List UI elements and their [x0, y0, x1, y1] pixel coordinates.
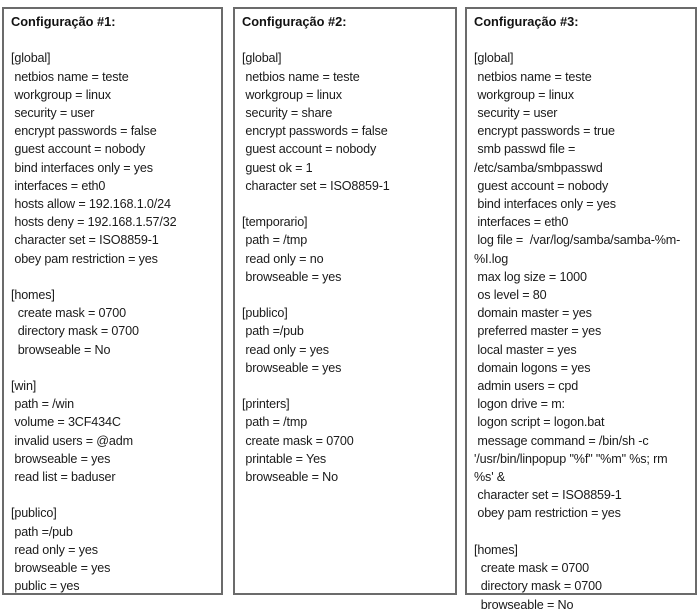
config-line: message command = /bin/sh -c	[474, 433, 649, 448]
config-line: workgroup = linux	[474, 87, 574, 102]
config-line	[474, 31, 693, 49]
config-line: netbios name = teste	[11, 69, 129, 84]
config-line: logon script = logon.bat	[474, 415, 605, 430]
config-line: encrypt passwords = false	[242, 124, 388, 139]
config-line	[242, 377, 453, 395]
config-line: domain master = yes	[474, 306, 592, 321]
config-line: character set = ISO8859-1	[11, 233, 159, 248]
config-line: browseable = yes	[242, 269, 342, 284]
config-line: create mask = 0700	[474, 561, 589, 576]
config-line: local master = yes	[474, 342, 577, 357]
config-line: path = /tmp	[242, 233, 308, 248]
config-line: browseable = No	[11, 342, 111, 357]
config-line: browseable = yes	[242, 360, 342, 375]
config-line: guest ok = 1	[242, 160, 313, 175]
config-line: create mask = 0700	[242, 433, 354, 448]
config-line: path = /win	[11, 397, 74, 412]
config-line: obey pam restriction = yes	[474, 506, 621, 521]
config-line: security = share	[242, 106, 333, 121]
config-line: workgroup = linux	[11, 87, 111, 102]
config-line: obey pam restriction = yes	[11, 251, 158, 266]
config-line: browseable = yes	[11, 451, 111, 466]
config-line	[242, 286, 453, 304]
config-line: [publico]	[11, 506, 57, 521]
config-line: domain logons = yes	[474, 360, 591, 375]
config-line: logon drive = m:	[474, 397, 565, 412]
config-line: directory mask = 0700	[474, 579, 602, 594]
config-line: '/usr/bin/linpopup "%f" "%m" %s; rm	[474, 451, 668, 466]
config-line: [win]	[11, 379, 37, 394]
config-line: [global]	[242, 51, 282, 66]
config-box-2	[233, 7, 457, 595]
config-line: [temporario]	[242, 215, 308, 230]
config-line: guest account = nobody	[242, 142, 377, 157]
config-line	[11, 359, 219, 377]
config-line: os level = 80	[474, 288, 547, 303]
config-line: [printers]	[242, 397, 290, 412]
config-line: invalid users = @adm	[11, 433, 133, 448]
config-line: read only = yes	[11, 542, 98, 557]
config-line: interfaces = eth0	[474, 215, 569, 230]
config-line: [global]	[474, 51, 514, 66]
config-line: path =/pub	[11, 524, 73, 539]
config-line: preferred master = yes	[474, 324, 602, 339]
config-line: netbios name = teste	[474, 69, 592, 84]
config-line: %s' &	[474, 470, 506, 485]
config-line: hosts deny = 192.168.1.57/32	[11, 215, 177, 230]
config-line: security = user	[474, 106, 558, 121]
config-line	[11, 486, 219, 504]
config-line: guest account = nobody	[474, 178, 609, 193]
config-title-3: Configuração #3:	[474, 14, 579, 29]
config-title-2: Configuração #2:	[242, 14, 347, 29]
config-line: browseable = No	[474, 597, 574, 612]
config-line: guest account = nobody	[11, 142, 146, 157]
config-line: path =/pub	[242, 324, 304, 339]
config-line: [publico]	[242, 306, 288, 321]
config-line: netbios name = teste	[242, 69, 360, 84]
config-line: encrypt passwords = false	[11, 124, 157, 139]
config-line: character set = ISO8859-1	[474, 488, 622, 503]
config-line: admin users = cpd	[474, 379, 579, 394]
config-line	[11, 31, 219, 49]
config-line: log file = /var/log/samba/samba-%m-	[474, 233, 681, 248]
config-line: create mask = 0700	[11, 306, 126, 321]
config-line: bind interfaces only = yes	[11, 160, 153, 175]
config-line: directory mask = 0700	[11, 324, 139, 339]
config-line: read only = no	[242, 251, 324, 266]
config-line: public = yes	[11, 579, 80, 594]
config-line: read list = baduser	[11, 470, 116, 485]
config-line: bind interfaces only = yes	[474, 197, 616, 212]
config-line: volume = 3CF434C	[11, 415, 121, 430]
config-lines-3	[474, 31, 693, 614]
config-line	[242, 195, 453, 213]
config-box-1	[2, 7, 223, 595]
config-line: [homes]	[11, 288, 55, 303]
config-line: hosts allow = 192.168.1.0/24	[11, 197, 171, 212]
config-line	[474, 523, 693, 541]
config-line: security = user	[11, 106, 95, 121]
config-line: printable = Yes	[242, 451, 327, 466]
config-box-3	[465, 7, 697, 612]
config-line: character set = ISO8859-1	[242, 178, 390, 193]
config-title-1: Configuração #1:	[11, 14, 116, 29]
config-line: max log size = 1000	[474, 269, 587, 284]
config-line	[11, 268, 219, 286]
config-line: [global]	[11, 51, 51, 66]
config-line: workgroup = linux	[242, 87, 342, 102]
config-line: smb passwd file =	[474, 142, 576, 157]
config-line	[242, 31, 453, 49]
config-line: interfaces = eth0	[11, 178, 106, 193]
config-line: %I.log	[474, 251, 509, 266]
config-line: [homes]	[474, 542, 518, 557]
config-line: browseable = yes	[11, 561, 111, 576]
config-lines-2	[242, 31, 453, 486]
config-lines-1	[11, 31, 219, 595]
config-line: encrypt passwords = true	[474, 124, 615, 139]
config-line: read only = yes	[242, 342, 329, 357]
config-line: path = /tmp	[242, 415, 308, 430]
config-line: /etc/samba/smbpasswd	[474, 160, 603, 175]
config-line: browseable = No	[242, 470, 338, 485]
